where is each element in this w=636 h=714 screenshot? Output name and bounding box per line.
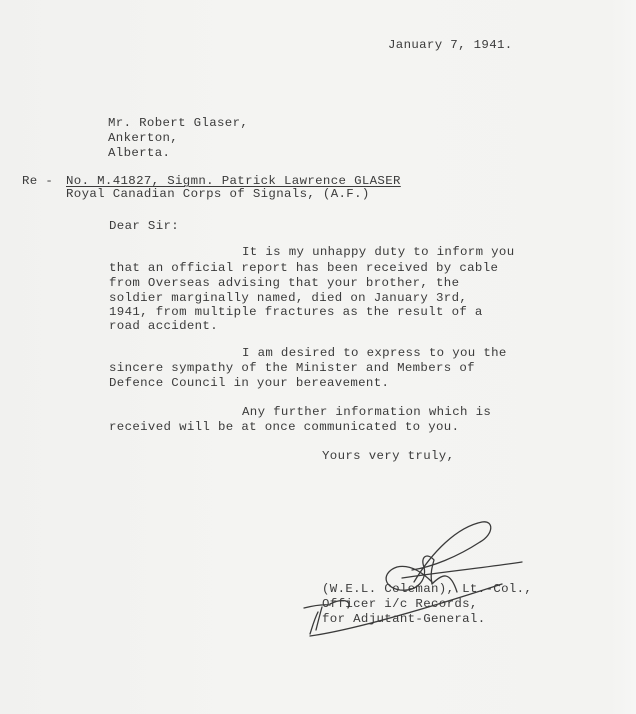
paragraph-1-line-4: soldier marginally named, died on January 3rd, [109,291,468,305]
paragraph-1-line-2: that an official report has been received by cable [109,261,499,275]
salutation: Dear Sir: [109,219,180,233]
recipient-name: Mr. Robert Glaser, [108,116,249,130]
paragraph-2-line-1: I am desired to express to you the [242,346,507,360]
re-unit-line: Royal Canadian Corps of Signals, (A.F.) [66,187,370,201]
paragraph-3-line-1: Any further information which is [242,405,492,419]
signature-title-line: Officer i/c Records, [322,597,478,611]
recipient-province: Alberta. [108,146,171,160]
signature-name-line: (W.E.L. Coleman), Lt.-Col., [322,582,533,596]
paragraph-2-line-3: Defence Council in your bereavement. [109,376,390,390]
paragraph-1-line-6: road accident. [109,319,218,333]
signature-for-line: for Adjutant-General. [322,612,486,626]
recipient-town: Ankerton, [108,131,179,145]
paragraph-3-line-2: received will be at once communicated to you. [109,420,460,434]
re-label: Re - [22,174,54,188]
letter-date: January 7, 1941. [388,38,513,52]
re-soldier-line: No. M.41827, Sigmn. Patrick Lawrence GLASER [66,174,401,188]
paragraph-1-line-5: 1941, from multiple fractures as the result of a [109,305,483,319]
closing: Yours very truly, [322,449,455,463]
paragraph-2-line-2: sincere sympathy of the Minister and Members of [109,361,475,375]
paragraph-1-line-3: from Overseas advising that your brother, the [109,276,460,290]
paragraph-1-line-1: It is my unhappy duty to inform you [242,245,515,259]
